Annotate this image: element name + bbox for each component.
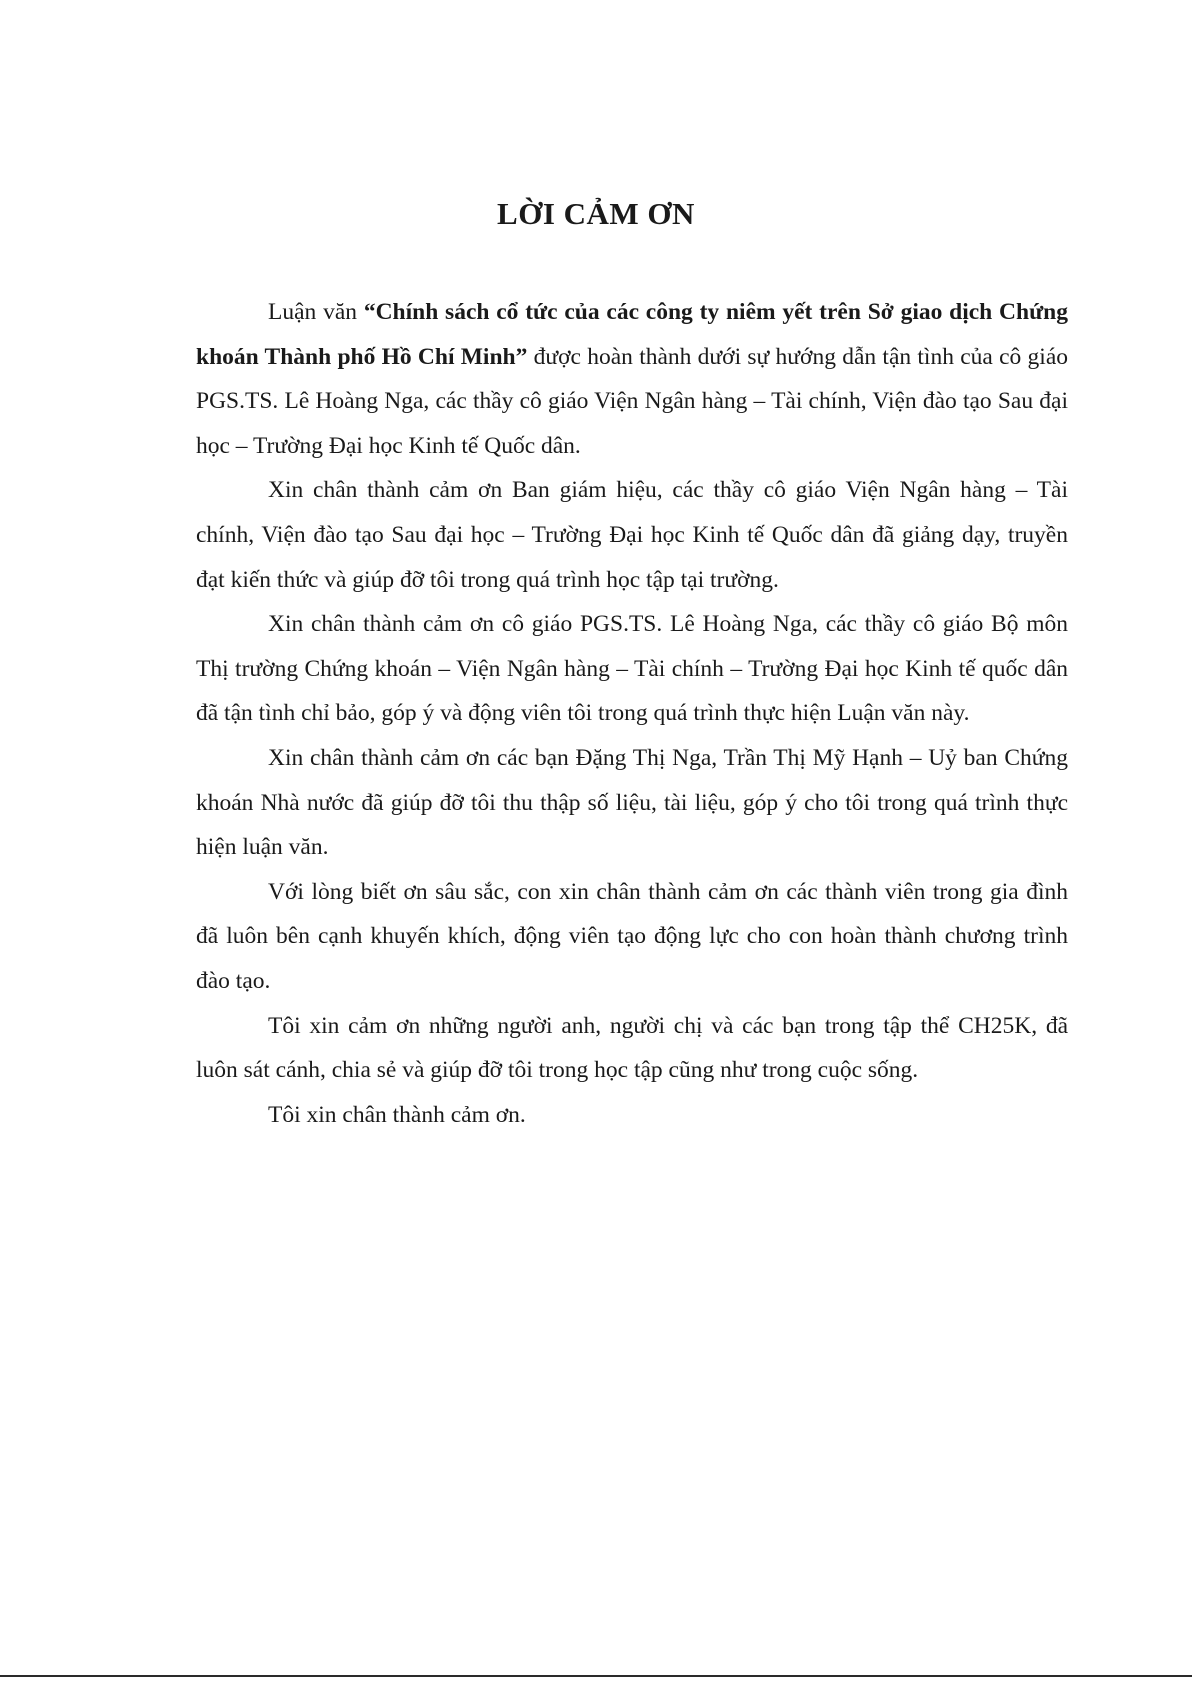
paragraph-5: Với lòng biết ơn sâu sắc, con xin chân thành cảm ơn các thành viên trong gia đình đã luôn bên cạnh khuyến khích, động viên tạo động lực cho con hoàn thành chương trình đào tạo. [196, 878, 1068, 994]
page-bottom-edge [0, 1675, 1192, 1677]
paragraph-7: Tôi xin chân thành cảm ơn. [268, 1101, 526, 1128]
paragraph-1-suffix: được hoàn thành dưới sự hướng dẫn tận tình của cô giáo PGS.TS. Lê Hoàng Nga, các thầy cô giáo Viện Ngân hàng – Tài chính, Viện đào tạo Sau đại học – Trường Đại học Kinh tế Quốc dân. [196, 343, 1069, 459]
paragraph-4: Xin chân thành cảm ơn các bạn Đặng Thị Nga, Trần Thị Mỹ Hạnh – Uỷ ban Chứng khoán Nhà nước đã giúp đỡ tôi thu thập số liệu, tài liệu, góp ý cho tôi trong quá trình thực hiện luận văn. [196, 744, 1068, 861]
thesis-title: “Chính sách cổ tức của các công ty niêm yết trên Sở giao dịch Chứng khoán Thành phố Hồ Chí Minh” [196, 299, 1069, 370]
acknowledgement-body [196, 290, 1068, 1137]
paragraph-3: Xin chân thành cảm ơn cô giáo PGS.TS. Lê Hoàng Nga, các thầy cô giáo Bộ môn Thị trường Chứng khoán – Viện Ngân hàng – Tài chính – Trường Đại học Kinh tế quốc dân đã tận tình chỉ bảo, góp ý và động viên tôi trong quá trình thực hiện Luận văn này. [196, 611, 1068, 727]
paragraph-1-prefix: Luận văn [268, 299, 364, 325]
paragraph-1 [196, 290, 1068, 468]
paragraph-6: Tôi xin cảm ơn những người anh, người chị và các bạn trong tập thể CH25K, đã luôn sát cánh, chia sẻ và giúp đỡ tôi trong học tập cũng như trong cuộc sống. [196, 1012, 1068, 1084]
page-title: LỜI CẢM ƠN [497, 196, 695, 231]
paragraph-2: Xin chân thành cảm ơn Ban giám hiệu, các thầy cô giáo Viện Ngân hàng – Tài chính, Viện đào tạo Sau đại học – Trường Đại học Kinh tế Quốc dân đã giảng dạy, truyền đạt kiến thức và giúp đỡ tôi trong quá trình học tập tại trường. [196, 477, 1068, 593]
